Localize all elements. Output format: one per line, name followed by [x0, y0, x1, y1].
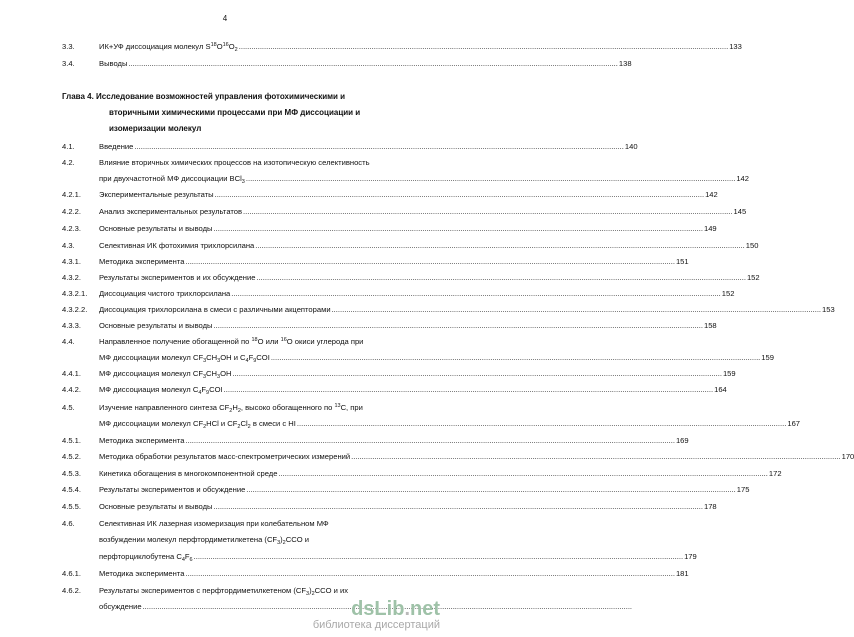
toc-page: 178 [703, 502, 717, 511]
toc-number: 4.1. [62, 142, 75, 151]
toc-number: 4.5.4. [62, 485, 81, 494]
toc-page: 152 [746, 273, 760, 282]
toc-title-line1: Селективная ИК лазерная изомеризация при колебательном МФ [99, 519, 329, 528]
chapter-heading-line3: изомеризации молекул [109, 124, 202, 133]
toc-page: 150 [745, 241, 759, 250]
toc-title: Основные результаты и выводы [99, 321, 213, 330]
toc-title: ИК+УФ диссоциация молекул $S^{18}O^{16}O_2$ [99, 42, 238, 53]
toc-page: 142 [736, 174, 749, 183]
toc-title-line2: при двухчастотной МФ диссоциации BCl$_3$ [99, 174, 245, 185]
toc-title-line2: обсуждение [99, 602, 142, 611]
toc-number: 4.3.1. [62, 257, 81, 266]
toc-number: 4.3.2.2. [62, 305, 88, 314]
toc-page: 169 [675, 436, 689, 445]
toc-number: 4.3.2. [62, 273, 81, 282]
page-number: 4 [222, 14, 228, 23]
toc-page: 159 [722, 369, 736, 378]
toc-number: 4.3. [62, 241, 75, 250]
toc-number: 3.4. [62, 59, 75, 68]
toc-title-line1: Изучение направленного синтеза $CF_2H_2$, высоко обогащенного по $^{13}$C, при [99, 403, 363, 414]
toc-page: 138 [618, 59, 632, 68]
toc-number: 4.3.3. [62, 321, 81, 330]
toc-title: Методика обработки результатов масс-спектрометрических измерений [99, 452, 351, 461]
toc-title: Введение [99, 142, 134, 151]
watermark [313, 598, 440, 631]
toc-page: 179 [684, 552, 697, 561]
toc-title: Экспериментальные результаты [99, 190, 214, 199]
toc-title-line2: МФ диссоциации молекул $CF_2HCl$ и $CF_2Cl_2$ в смеси с HI [99, 419, 296, 430]
toc-title: Методика эксперимента [99, 569, 185, 578]
toc-number: 4.5. [62, 403, 75, 412]
toc-page: 140 [624, 142, 638, 151]
toc-number: 4.4. [62, 337, 75, 346]
toc-page: 175 [736, 485, 750, 494]
toc-number: 3.3. [62, 42, 75, 51]
toc-title: МФ диссоциация молекул $C_4F_9COI$ [99, 385, 223, 396]
toc-number: 4.6.1. [62, 569, 81, 578]
toc-title: Основные результаты и выводы [99, 502, 213, 511]
toc-title: МФ диссоциация молекул $CF_3CH_3OH$ [99, 369, 232, 380]
watermark-caption: библиотека диссертаций [312, 619, 440, 631]
toc-page: 164 [714, 385, 727, 394]
toc-title: Селективная ИК фотохимия трихлорсилана [99, 241, 255, 250]
toc-title: Анализ экспериментальных результатов [99, 207, 243, 216]
toc-title: Выводы [99, 59, 128, 68]
toc-title-line1: Результаты экспериментов с перфтордиметилкетеном $(CF_3)_2CCO$ и их [99, 586, 349, 597]
toc-number: 4.6.2. [62, 586, 81, 595]
chapter-heading-line1: Глава 4. Исследование возможностей управления фотохимическими и [62, 92, 346, 101]
toc-number: 4.6. [62, 519, 75, 528]
toc-title: Диссоциация чистого трихлорсилана [99, 289, 231, 298]
toc-number: 4.5.5. [62, 502, 81, 511]
toc-title: Методика эксперимента [99, 436, 185, 445]
toc-page: 158 [703, 321, 717, 330]
toc-page: 142 [705, 190, 718, 199]
toc-title-line3: перфторциклобутена $C_4F_6$ [99, 552, 193, 563]
toc-page: 149 [703, 224, 717, 233]
toc-page: 167 [787, 419, 801, 428]
watermark-logo: dsLib.net [351, 598, 440, 620]
toc-number: 4.2.1. [62, 190, 81, 199]
toc-page: 172 [768, 469, 782, 478]
toc-title: Основные результаты и выводы [99, 224, 213, 233]
toc-page: 152 [721, 289, 735, 298]
toc-page: 170 [841, 452, 854, 461]
toc-number: 4.4.1. [62, 369, 81, 378]
toc-title: Результаты экспериментов и обсуждение [99, 485, 246, 494]
toc-number: 4.3.2.1. [62, 289, 88, 298]
chapter-heading-line2: вторичными химическими процессами при МФ диссоциации и [109, 108, 361, 117]
toc-page: 145 [733, 207, 747, 216]
toc-title-line2: МФ диссоциации молекул $CF_3CH_3OH$ и $C_4F_9COI$ [99, 353, 270, 364]
toc-title-line1: Влияние вторичных химических процессов на изотопическую селективность [99, 158, 370, 167]
toc-number: 4.5.2. [62, 452, 81, 461]
toc-page: 151 [675, 257, 689, 266]
toc-number: 4.5.3. [62, 469, 81, 478]
toc-number: 4.5.1. [62, 436, 81, 445]
toc-title: Методика эксперимента [99, 257, 185, 266]
toc-page: 159 [761, 353, 774, 362]
toc-title: Результаты экспериментов и их обсуждение [99, 273, 256, 282]
toc-number: 4.2.3. [62, 224, 81, 233]
toc-number: 4.2.2. [62, 207, 81, 216]
toc-number: 4.2. [62, 158, 75, 167]
toc-title-line1: Направленное получение обогащенной по $^{18}$O или $^{16}$O окиси углерода при [99, 337, 364, 346]
toc-title: Диссоциация трихлорсилана в смеси с различными акцепторами [99, 305, 331, 314]
toc-title: Кинетика обогащения в многокомпонентной среде [99, 469, 278, 478]
toc-page: 181 [675, 569, 689, 578]
toc-title-line2: возбуждении молекул перфтордиметилкетена $(CF_3)_2CCO$ и [99, 535, 309, 546]
toc-page: 153 [822, 305, 835, 314]
toc-page: 133 [729, 42, 742, 51]
toc-number: 4.4.2. [62, 385, 81, 394]
